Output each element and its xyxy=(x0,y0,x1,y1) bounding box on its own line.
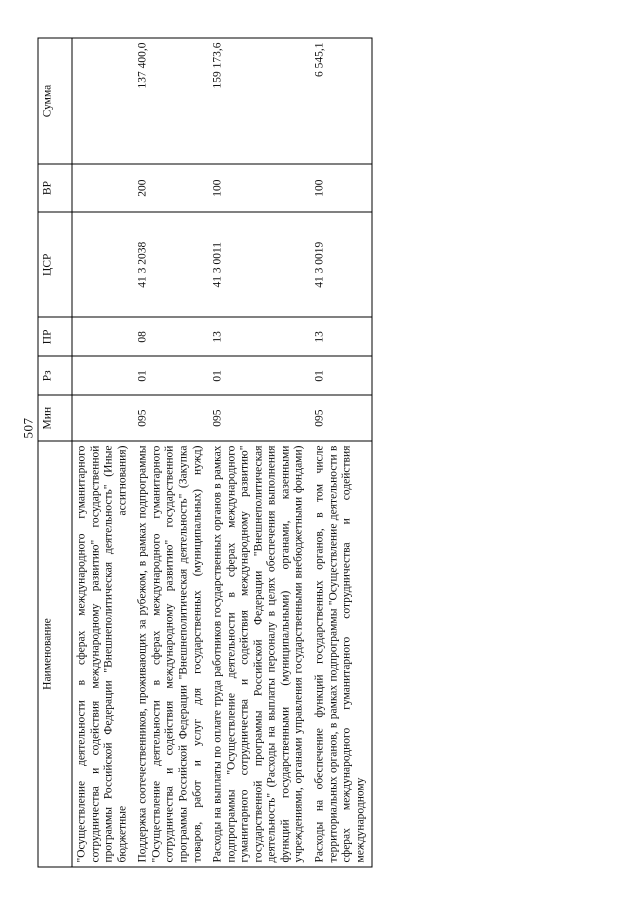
column-header-pr: ПР xyxy=(38,317,72,356)
row-pr xyxy=(72,317,134,356)
row-vr: 100 xyxy=(209,164,311,212)
row-sum xyxy=(72,38,134,164)
page-number: 507 xyxy=(20,417,36,439)
row-min: 095 xyxy=(209,395,311,441)
row-vr: 200 xyxy=(134,164,209,212)
row-vr: 100 xyxy=(311,164,373,212)
row-csr: 41 3 0011 xyxy=(209,212,311,317)
row-sum: 137 400,0 xyxy=(134,38,209,164)
row-name: Поддержка соотечественников, проживающих за рубежом, в рамках подпрограммы "Осуществление деятельности в сферах международного гуманитарного сотрудничества и содействия международному развитию" государственной программы Российской Федерации "Внешнеполитическая деятельность" (Закупка товаров, работ и услуг для государственных (муниципальных) нужд) xyxy=(134,441,209,867)
row-csr xyxy=(72,212,134,317)
row-sum: 6 545,1 xyxy=(311,38,373,164)
row-rz: 01 xyxy=(209,356,311,395)
table-header xyxy=(38,38,72,867)
row-pr: 13 xyxy=(311,317,373,356)
row-name: "Осуществление деятельности в сферах международного гуманитарного сотрудничества и содействия международному развитию" государственной программы Российской Федерации "Внешнеполитическая деятельность" (Иные бюджетные ассигнования) xyxy=(72,441,134,867)
column-header-vr: ВР xyxy=(38,164,72,212)
row-min: 095 xyxy=(311,395,373,441)
column-header-csr: ЦСР xyxy=(38,212,72,317)
row-pr: 13 xyxy=(209,317,311,356)
row-name: Расходы на выплаты по оплате труда работников государственных органов в рамках подпрограммы "Осуществление деятельности в сферах международного гуманитарного сотрудничества и содействия международному развитию" государственной программы Российской Федерации "Внешнеполитическая деятельность" (Расходы на выплаты персоналу в целях обеспечения выполнения функций государственными (муниципальными) органами, казенными учреждениями, органами управления государственными внебюджетными фондами) xyxy=(209,441,311,867)
column-header-name: Наименование xyxy=(38,441,72,867)
row-min: 095 xyxy=(134,395,209,441)
row-min xyxy=(72,395,134,441)
row-rz xyxy=(72,356,134,395)
row-vr xyxy=(72,164,134,212)
budget-table-container xyxy=(38,38,603,868)
row-csr: 41 3 2038 xyxy=(134,212,209,317)
row-name: Расходы на обеспечение функций государственных органов, в том числе территориальных органов, в рамках подпрограммы "Осуществление деятельности в сферах международного гуманитарного сотрудничества и содействия международному xyxy=(311,441,373,867)
budget-table xyxy=(38,38,373,868)
column-header-min: Мин xyxy=(38,395,72,441)
column-header-sum: Сумма xyxy=(38,38,72,164)
row-pr: 08 xyxy=(134,317,209,356)
row-csr: 41 3 0019 xyxy=(311,212,373,317)
table-row xyxy=(209,38,311,867)
table-row xyxy=(311,38,373,867)
table-row xyxy=(72,38,134,867)
row-sum: 159 173,6 xyxy=(209,38,311,164)
column-header-rz: Рз xyxy=(38,356,72,395)
row-rz: 01 xyxy=(311,356,373,395)
table-row xyxy=(134,38,209,867)
table-header-row xyxy=(38,38,72,867)
row-rz: 01 xyxy=(134,356,209,395)
table-body xyxy=(72,38,372,867)
